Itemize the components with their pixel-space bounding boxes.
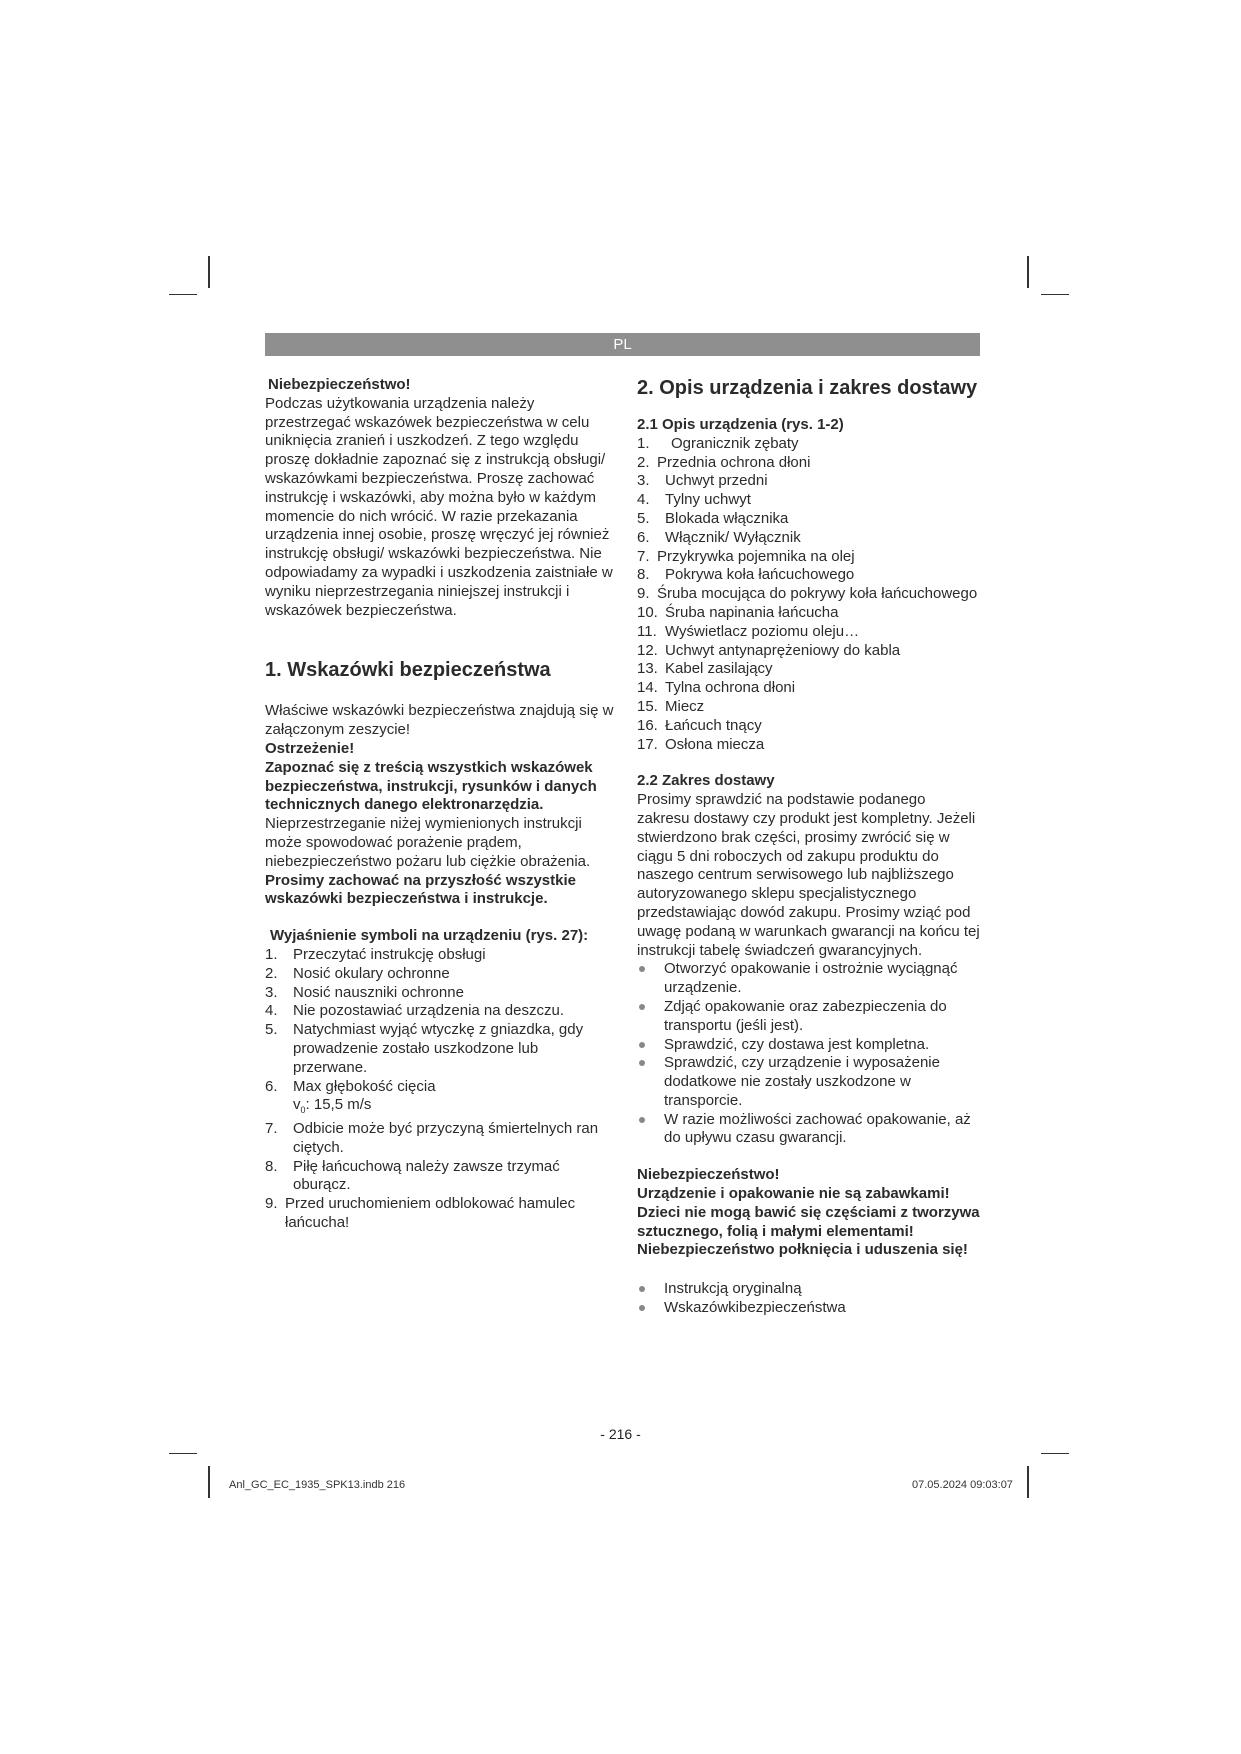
warning-paragraph xyxy=(265,759,615,872)
bullet-icon xyxy=(639,966,645,972)
bullet-icon xyxy=(639,1117,645,1123)
list-item: 9. Śruba mocująca do pokrywy koła łańcuchowego xyxy=(637,585,978,603)
warning-title: Ostrzeżenie! xyxy=(265,739,355,757)
included-items xyxy=(637,1280,982,1318)
section-1-intro: Właściwe wskazówki bezpieczeństwa znajdują się w załączonym zeszycie! xyxy=(265,702,614,739)
list-item: 7. Przykrywka pojemnika na olej xyxy=(637,547,855,565)
symbols-list xyxy=(265,946,615,1233)
crop-mark xyxy=(169,1453,197,1454)
list-item: 3. Uchwyt przedni xyxy=(637,472,768,490)
list-item: 11. Wyświetlacz poziomu oleju… xyxy=(637,622,860,640)
left-column xyxy=(265,376,615,1233)
list-item: 17. Osłona miecza xyxy=(637,735,765,753)
list-item: 1. Przeczytać instrukcję obsługi xyxy=(265,945,486,963)
subsection-2-1-title: 2.1 Opis urządzenia (rys. 1-2) xyxy=(637,416,844,433)
warning-text: Nieprzestrzeganie niżej wymienionych instrukcji może spowodować porażenie prądem, niebezpieczeństwo pożaru lub ciężkie obrażenia. xyxy=(265,815,591,870)
bullet-icon xyxy=(639,1042,645,1048)
list-item: Wskazówkibezpieczeństwa xyxy=(637,1299,982,1318)
delivery-text: Prosimy sprawdzić na podstawie podanego zakresu dostawy czy produkt jest kompletny. Jeżeli stwierdzono brak części, prosimy zwrócić się w ciągu 5 dni roboczych od zakupu produktu do naszego centrum serwisowego lub najbliższego autoryzowanego sklepu specjalistycznego przedstawiając dowód zakupu. Prosimy wziąć pod uwagę podaną w warunkach gwarancji na końcu tej instrukcji tabelę świadczeń gwarancyjnych. xyxy=(637,791,980,959)
footer-filename: Anl_GC_EC_1935_SPK13.indb 216 xyxy=(229,1479,406,1491)
crop-mark xyxy=(1027,1466,1029,1498)
bullet-icon xyxy=(639,1004,645,1010)
parts-list xyxy=(637,435,982,755)
list-item: 6. Max głębokość cięcia $v_0$: 15,5 m/s xyxy=(265,1077,436,1116)
crop-mark xyxy=(1041,1453,1069,1454)
bullet-icon xyxy=(639,1305,645,1311)
list-item: 8. Piłę łańcuchową należy zawsze trzymać oburącz. xyxy=(265,1157,560,1194)
list-item: 16. Łańcuch tnący xyxy=(637,716,762,734)
list-item: 3. Nosić nauszniki ochronne xyxy=(265,983,464,1001)
unpacking-steps xyxy=(637,960,982,1148)
list-item: Instrukcją oryginalną xyxy=(637,1280,982,1299)
list-item: Zdjąć opakowanie oraz zabezpieczenia do transportu (jeśli jest). xyxy=(637,998,982,1036)
list-item: 9. Przed uruchomieniem odblokować hamulec łańcucha! xyxy=(265,1195,576,1232)
danger-2-text: Urządzenie i opakowanie nie są zabawkami! Dzieci nie mogą bawić się częściami z tworzywa sztucznego, folią i małymi elementami! Niebezpieczeństwo połknięcia i uduszenia się! xyxy=(637,1185,980,1259)
danger-title: Niebezpieczeństwo! xyxy=(268,376,411,393)
warning-keep: Prosimy zachować na przyszłość wszystkie wskazówki bezpieczeństwa i instrukcje. xyxy=(265,871,576,908)
language-header-bar xyxy=(265,333,980,356)
list-item: 10. Śruba napinania łańcucha xyxy=(637,603,839,621)
list-item: 7. Odbicie może być przyczyną śmiertelnych ran ciętych. xyxy=(265,1120,599,1156)
danger-2-title: Niebezpieczeństwo! xyxy=(637,1166,780,1184)
danger-text: Podczas użytkowania urządzenia należy przestrzegać wskazówek bezpieczeństwa w celu uniknięcia zranień i uszkodzeń. Z tego względu proszę dokładnie zapoznać się z instrukcją obsługi/ wskazówkami bezpieczeństwa. Proszę zachować instrukcję i wskazówki, aby można było w każdym momencie do nich wrócić. W razie przekazania urządzenia innej osobie, proszę wręczyć jej również instrukcję obsługi/ wskazówki bezpieczeństwa. Nie odpowiadamy za wypadki i uszkodzenia zaistniałe w wyniku nieprzestrzegania niniejszej instrukcji i wskazówek bezpieczeństwa. xyxy=(265,394,613,619)
list-item: 2. Przednia ochrona dłoni xyxy=(637,453,811,471)
crop-mark xyxy=(169,294,197,295)
section-2-title: 2. Opis urządzenia i zakres dostawy xyxy=(637,377,978,399)
symbols-title: Wyjaśnienie symboli na urządzeniu (rys. 27): xyxy=(270,927,589,945)
list-item: 2. Nosić okulary ochronne xyxy=(265,964,450,982)
section-1-title: 1. Wskazówki bezpieczeństwa xyxy=(265,659,551,682)
warning-bold-text: Zapoznać się z treścią wszystkich wskazówek bezpieczeństwa, instrukcji, rysunków i danych technicznych danego elektronarzędzia. xyxy=(265,758,597,814)
crop-mark xyxy=(1041,294,1069,295)
list-item: 12. Uchwyt antynaprężeniowy do kabla xyxy=(637,641,901,659)
crop-mark xyxy=(208,256,210,288)
footer-datetime: 07.05.2024 09:03:07 xyxy=(912,1479,1013,1491)
cut-speed: $v_0$: 15,5 m/s xyxy=(293,1096,372,1116)
list-item: 1. Ogranicznik zębaty xyxy=(637,434,799,452)
list-item: W razie możliwości zachować opakowanie, aż do upływu czasu gwarancji. xyxy=(637,1111,982,1149)
list-item: 4. Nie pozostawiać urządzenia na deszczu. xyxy=(265,1002,564,1020)
list-item: 5. Natychmiast wyjąć wtyczkę z gniazdka, gdy prowadzenie zostało uszkodzone lub przerwane. xyxy=(265,1021,584,1076)
list-item: 8. Pokrywa koła łańcuchowego xyxy=(637,566,855,584)
list-item: 14. Tylna ochrona dłoni xyxy=(637,679,796,697)
list-item: 6. Włącznik/ Wyłącznik xyxy=(637,528,801,546)
list-item: 13. Kabel zasilający xyxy=(637,660,773,678)
subsection-2-2-title: 2.2 Zakres dostawy xyxy=(637,772,775,790)
crop-mark xyxy=(1027,256,1029,288)
list-item: Sprawdzić, czy urządzenie i wyposażenie dodatkowe nie zostały uszkodzone w transporcie. xyxy=(637,1054,982,1110)
list-item: 15. Miecz xyxy=(637,697,705,715)
crop-mark xyxy=(208,1466,210,1498)
list-item: Otworzyć opakowanie i ostrożnie wyciągnąć urządzenie. xyxy=(637,960,982,998)
list-item: 5. Blokada włącznika xyxy=(637,509,789,527)
list-item: Sprawdzić, czy dostawa jest kompletna. xyxy=(637,1036,982,1055)
list-item: 4. Tylny uchwyt xyxy=(637,491,751,509)
right-column xyxy=(637,376,982,1318)
page-number: - 216 - xyxy=(600,1426,641,1442)
bullet-icon xyxy=(639,1060,645,1066)
bullet-icon xyxy=(639,1286,645,1292)
language-code: PL xyxy=(613,336,632,353)
